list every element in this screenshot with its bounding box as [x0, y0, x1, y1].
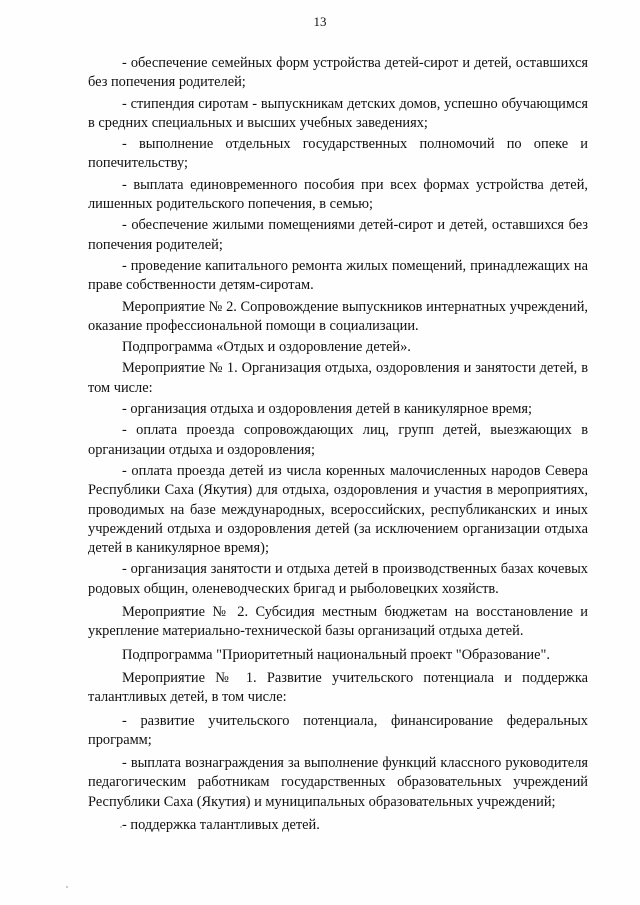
paragraph: Мероприятие № 1. Развитие учительского потенциала и поддержка талантливых детей, в том числе: [88, 669, 588, 706]
paragraph: - организация отдыха и оздоровления детей в каникулярное время; [122, 401, 533, 418]
paragraph: - стипендия сиротам - выпускникам детских домов, успешно обучающимся в средних специальных и высших учебных заведениях; [88, 95, 588, 131]
paragraph: - оплата проезда сопровождающих лиц, групп детей, выезжающих в организации отдыха и оздоровления; [88, 422, 588, 458]
paragraph: Мероприятие № 2. Субсидия местным бюджетам на восстановление и укрепление материально-технической базы организаций отдыха детей. [88, 604, 588, 640]
paragraph: - обеспечение семейных форм устройства детей-сирот и детей, оставшихся без попечения родителей; [88, 55, 588, 91]
paragraph: - развитие учительского потенциала, финансирование федеральных программ; [88, 712, 588, 748]
paragraph: - обеспечение жилыми помещениями детей-сирот и детей, оставшихся без попечения родителей; [88, 217, 588, 253]
paragraph: Мероприятие № 2. Сопровождение выпускников интернатных учреждений, оказание профессиональной помощи в социализации. [88, 298, 588, 334]
document-body [88, 54, 588, 835]
paragraph: Мероприятие № 1. Организация отдыха, оздоровления и занятости детей, в том числе: [88, 360, 588, 396]
paragraph: - организация занятости и отдыха детей в производственных базах кочевых родовых общин, оленеводческих бригад и рыболовецких хозяйств. [88, 561, 588, 597]
paragraph: - проведение капитального ремонта жилых помещений, принадлежащих на праве собственности детям-сиротам. [88, 257, 588, 294]
paragraph: - оплата проезда детей из числа коренных малочисленных народов Севера Республики Саха (Якутия) для отдыха, оздоровления и участия в мероприятиях, проводимых на базе международных, всероссийских, республиканских и иных учреждений отдыха и оздоровления детей (за исключением организации отдыха детей в каникулярное время); [88, 462, 588, 557]
paragraph: - поддержка талантливых детей. [122, 816, 320, 833]
paragraph: - выполнение отдельных государственных полномочий по опеке и попечительству; [88, 136, 588, 172]
paragraph: - выплата единовременного пособия при всех формах устройства детей, лишенных родительского попечения, в семью; [88, 176, 588, 213]
paragraph: Подпрограмма «Отдых и оздоровление детей». [122, 339, 411, 356]
paragraph: - выплата вознаграждения за выполнение функций классного руководителя педагогическим работникам государственных образовательных учреждений Республики Саха (Якутия) и муниципальных образовательных учреждений; [88, 755, 588, 810]
paragraph: Подпрограмма "Приоритетный национальный проект "Образование". [122, 646, 550, 663]
scan-speck [120, 826, 122, 828]
page-number: 13 [313, 14, 327, 29]
scan-speck [66, 886, 68, 888]
